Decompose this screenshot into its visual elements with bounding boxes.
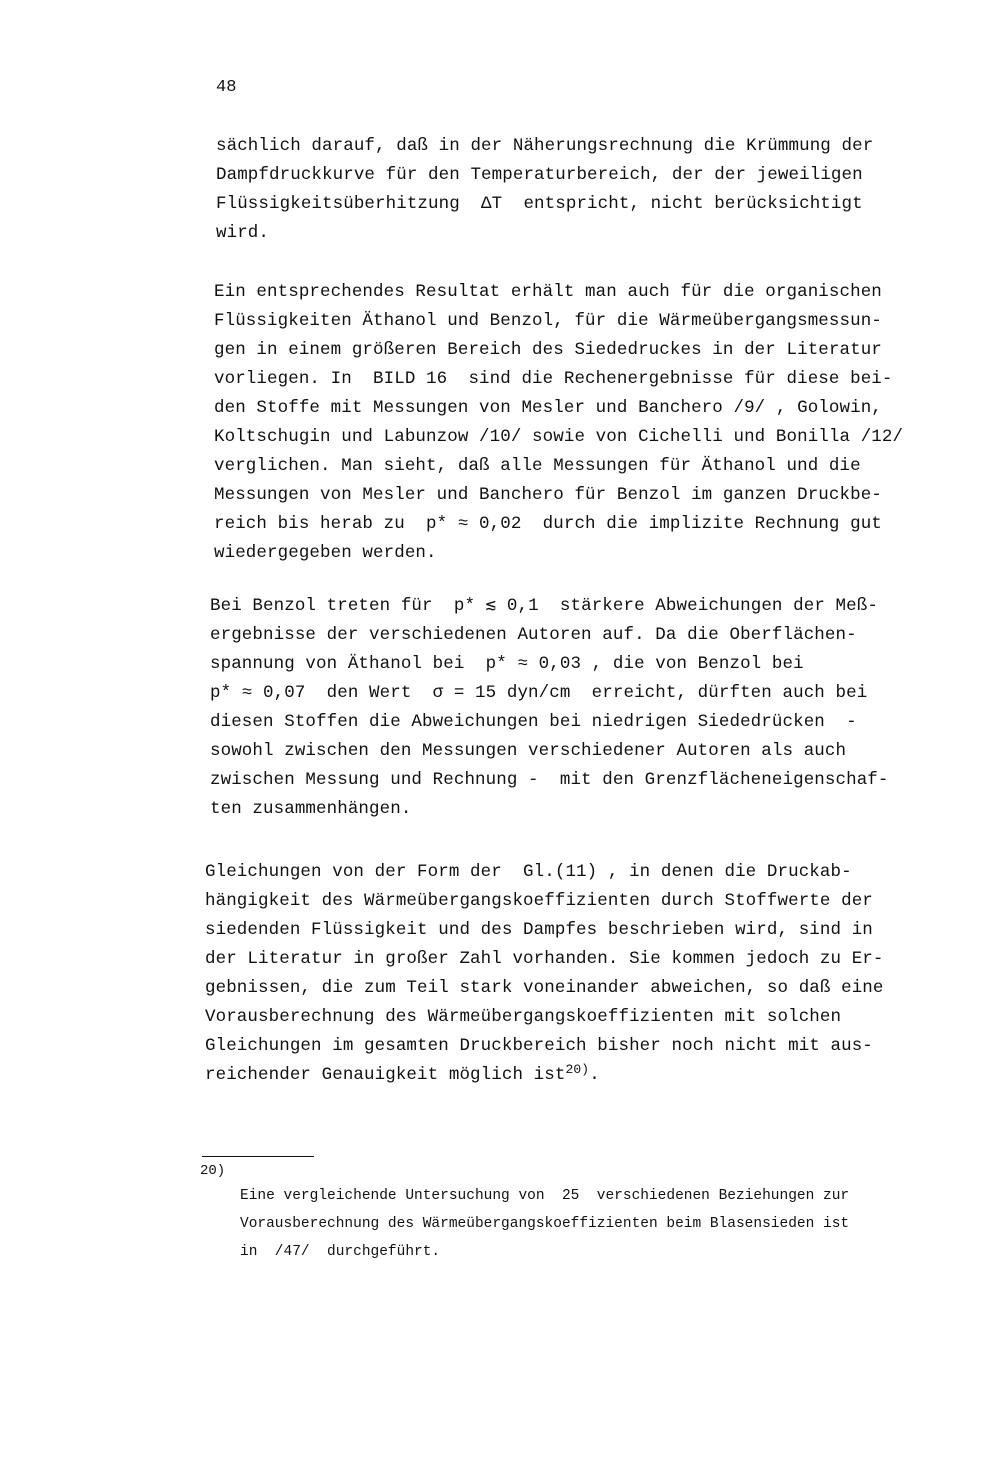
- footnote-line: in /47/ durchgeführt.: [240, 1244, 441, 1260]
- text-line: Bei Benzol treten für p* ≲ 0,1 stärkere Abweichungen der Meß-: [210, 596, 878, 616]
- text-line: siedenden Flüssigkeit und des Dampfes beschrieben wird, sind in: [205, 920, 873, 940]
- text-line: wird.: [216, 223, 270, 243]
- text-line: reich bis herab zu p* ≈ 0,02 durch die implizite Rechnung gut: [214, 514, 882, 534]
- text-line: Gleichungen von der Form der Gl.(11) , in denen die Druckab-: [205, 862, 852, 882]
- text-line: p* ≈ 0,07 den Wert σ = 15 dyn/cm erreicht, dürften auch bei: [210, 683, 868, 703]
- text-line: spannung von Äthanol bei p* ≈ 0,03 , die von Benzol bei: [210, 654, 804, 674]
- text-line: der Literatur in großer Zahl vorhanden. Sie kommen jedoch zu Er-: [205, 949, 884, 969]
- text-line: Flüssigkeitsüberhitzung ΔT entspricht, nicht berücksichtigt: [216, 194, 863, 214]
- text-line: gen in einem größeren Bereich des Siededruckes in der Literatur: [214, 340, 882, 360]
- footnote-line: Vorausberechnung des Wärmeübergangskoeffizienten beim Blasensieden ist: [240, 1216, 850, 1232]
- text-line: wiedergegeben werden.: [214, 543, 437, 563]
- text-line: diesen Stoffen die Abweichungen bei niedrigen Siededrücken -: [210, 712, 857, 732]
- text-line: Vorausberechnung des Wärmeübergangskoeffizienten mit solchen: [205, 1007, 842, 1027]
- text-line: Flüssigkeiten Äthanol und Benzol, für die Wärmeübergangsmessun-: [214, 311, 882, 331]
- footnote-divider: [202, 1156, 314, 1157]
- text-line: Messungen von Mesler und Banchero für Benzol im ganzen Druckbe-: [214, 485, 882, 505]
- text-line: ten zusammenhängen.: [210, 799, 412, 819]
- footnote-reference: 20): [565, 1062, 590, 1077]
- text-line: Ein entsprechendes Resultat erhält man auch für die organischen: [214, 282, 882, 302]
- text-line: Dampfdruckkurve für den Temperaturbereich, der der jeweiligen: [216, 165, 863, 185]
- paragraph: [214, 278, 903, 568]
- text-line: zwischen Messung und Rechnung - mit den Grenzflächeneigenschaf-: [210, 770, 889, 790]
- text-line: sächlich darauf, daß in der Näherungsrechnung die Krümmung der: [216, 136, 874, 156]
- text-line: Gleichungen im gesamten Druckbereich bisher noch nicht mit aus-: [205, 1036, 873, 1056]
- page-number: 48: [216, 78, 237, 97]
- text-line: sowohl zwischen den Messungen verschiedener Autoren als auch: [210, 741, 847, 761]
- paragraph: [205, 858, 884, 1090]
- text-line: vorliegen. In BILD 16 sind die Rechenergebnisse für diese bei-: [214, 369, 893, 389]
- footnote-text: [240, 1182, 849, 1266]
- text-line: reichender Genauigkeit möglich ist: [205, 1065, 566, 1085]
- text-line: Koltschugin und Labunzow /10/ sowie von Cichelli und Bonilla /12/: [214, 427, 904, 447]
- footnote-mark: 20): [200, 1163, 226, 1179]
- footnote-line: Eine vergleichende Untersuchung von 25 verschiedenen Beziehungen zur: [240, 1188, 850, 1204]
- text-line: ergebnisse der verschiedenen Autoren auf. Da die Oberflächen-: [210, 625, 857, 645]
- text-line: gebnissen, die zum Teil stark voneinander abweichen, so daß eine: [205, 978, 884, 998]
- paragraph: [210, 592, 889, 824]
- sentence-end: .: [589, 1065, 600, 1085]
- text-line-last: [205, 1061, 884, 1090]
- paragraph: [216, 132, 873, 248]
- text-line: hängigkeit des Wärmeübergangskoeffizienten durch Stoffwerte der: [205, 891, 873, 911]
- text-line: verglichen. Man sieht, daß alle Messungen für Äthanol und die: [214, 456, 861, 476]
- text-line: den Stoffe mit Messungen von Mesler und Banchero /9/ , Golowin,: [214, 398, 882, 418]
